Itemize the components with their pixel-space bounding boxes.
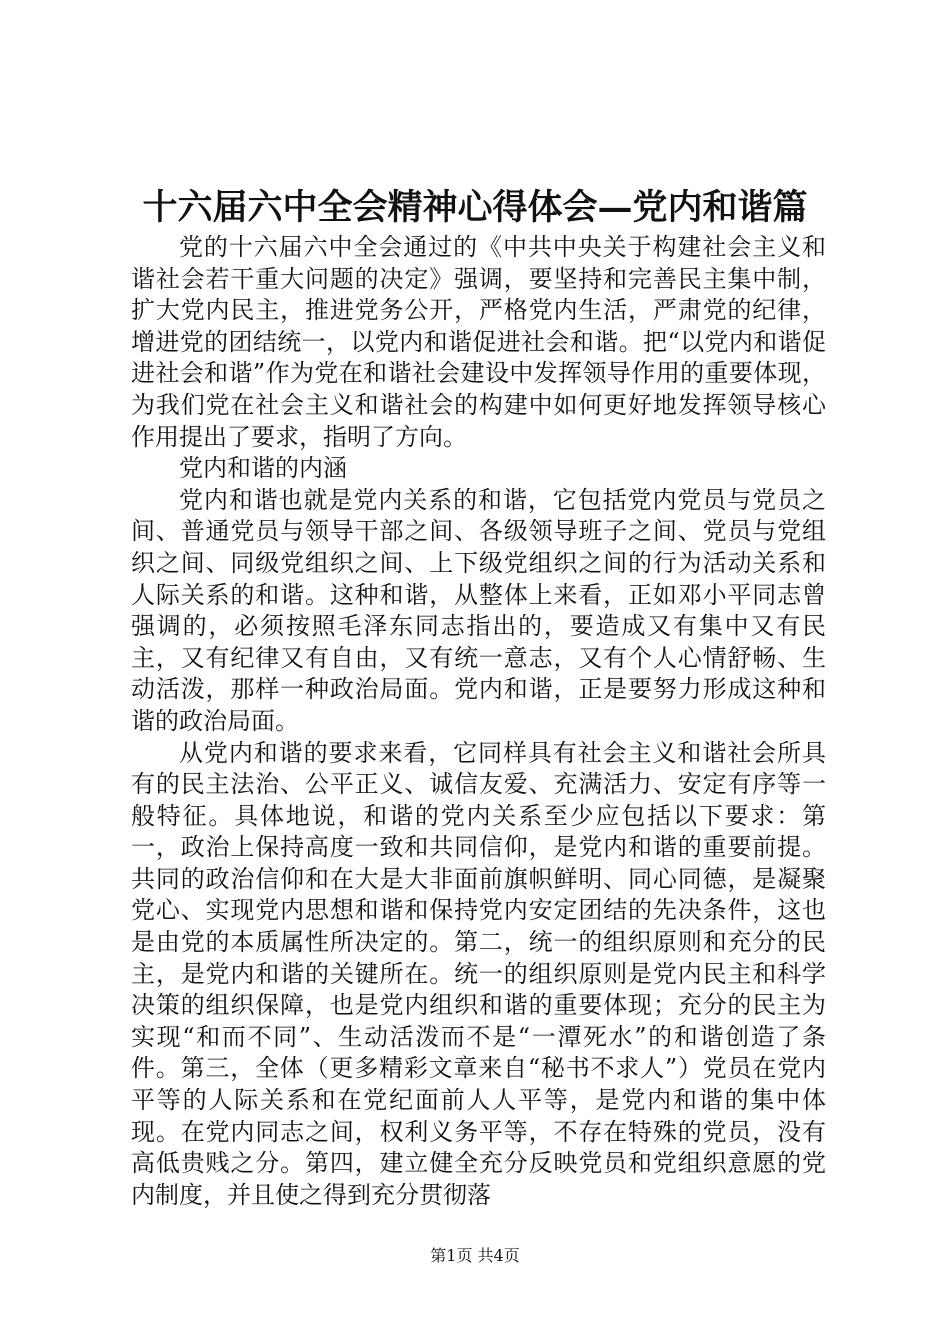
paragraph-connotation: 党内和谐也就是党内关系的和谐，它包括党内党员与党员之间、普通党员与领导干部之间、各级领导班子之间、党员与党组织之间、同级党组织之间、上下级党组织之间的行为活动关系和人际关系的和谐。这种和谐，从整体上来看，正如邓小平同志曾强调的，必须按照毛泽东同志指出的，要造成又有集中又有民主，又有纪律又有自由，又有统一意志，又有个人心情舒畅、生动活泼，那样一种政治局面。党内和谐，正是要努力形成这种和谐的政治局面。 xyxy=(131,485,826,735)
page-number-footer: 第1页 共4页 xyxy=(430,1246,520,1265)
paragraph-requirements: 从党内和谐的要求来看，它同样具有社会主义和谐社会所具有的民主法治、公平正义、诚信友爱、充满活力、安定有序等一般特征。具体地说，和谐的党内关系至少应包括以下要求：第一，政治上保持高度一致和共同信仰，是党内和谐的重要前提。共同的政治信仰和在大是大非面前旗帜鲜明、同心同德，是凝聚党心、实现党内思想和谐和保持党内安定团结的先决条件，这也是由党的本质属性所决定的。第二，统一的组织原则和充分的民主，是党内和谐的关键所在。统一的组织原则是党内民主和科学决策的组织保障，也是党内组织和谐的重要体现；充分的民主为实现“和而不同”、生动活泼而不是“一潭死水”的和谐创造了条件。第三，全体（更多精彩文章来自“秘书不求人”）党员在党内平等的人际关系和在党纪面前人人平等，是党内和谐的集中体现。在党内同志之间，权利义务平等，不存在特殊的党员，没有高低贵贱之分。第四，建立健全充分反映党员和党组织意愿的党内制度，并且使之得到充分贯彻落 xyxy=(131,738,826,1209)
document-title: 十六届六中全会精神心得体会—党内和谐篇 xyxy=(142,187,808,228)
paragraph-intro: 党的十六届六中全会通过的《中共中央关于构建社会主义和谐社会若干重大问题的决定》强调，要坚持和完善民主集中制，扩大党内民主，推进党务公开，严格党内生活，严肃党的纪律，增进党的团结统一，以党内和谐促进社会和谐。把“以党内和谐促进社会和谐”作为党在和谐社会建设中发挥领导作用的重要体现，为我们党在社会主义和谐社会的构建中如何更好地发挥领导核心作用提出了要求，指明了方向。 xyxy=(131,233,826,451)
document-body xyxy=(131,232,826,1211)
section-heading: 党内和谐的内涵 xyxy=(179,454,347,483)
